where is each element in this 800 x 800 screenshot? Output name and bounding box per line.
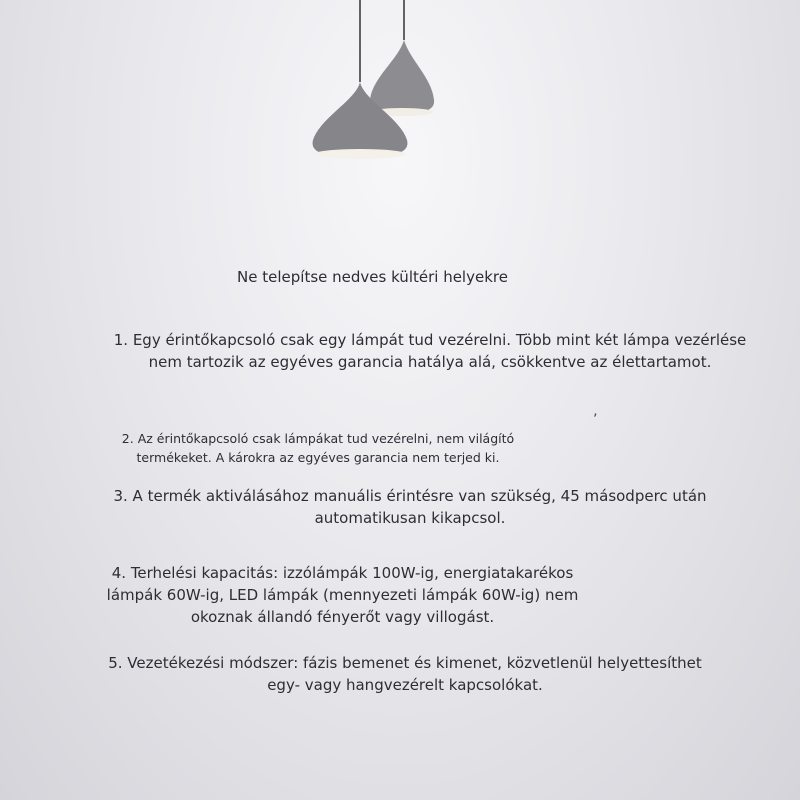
pendant-lamps-image	[0, 0, 800, 200]
page-heading: Ne telepítse nedves kültéri helyekre	[237, 268, 508, 286]
instruction-item-5: 5. Vezetékezési módszer: fázis bemenet és kimenet, közvetlenül helyettesíthet egy- vagy hangvezérelt kapcsolókat.	[108, 654, 702, 694]
back-lamp-shade	[370, 40, 434, 113]
instruction-item-4: 4. Terhelési kapacitás: izzólámpák 100W-ig, energiatakarékos lámpák 60W-ig, LED lámpák (mennyezeti lámpák 60W-ig) nem okoznak állandó fényerőt vagy villogást.	[106, 564, 579, 626]
stray-comma-mark: ’	[593, 412, 598, 428]
instruction-item-2: 2. Az érintőkapcsoló csak lámpákat tud vezérelni, nem világító termékeket. A károkra az egyéves garancia nem terjed ki.	[121, 431, 515, 465]
instruction-item-3: 3. A termék aktiválásához manuális érintésre van szükség, 45 másodperc után automatikusan kikapcsol.	[113, 487, 707, 527]
front-lamp-rim	[314, 149, 406, 159]
instruction-item-1: 1. Egy érintőkapcsoló csak egy lámpát tud vezérelni. Több mint két lámpa vezérlése nem tartozik az egyéves garancia hatálya alá, csökkentve az élettartamot.	[113, 331, 747, 371]
